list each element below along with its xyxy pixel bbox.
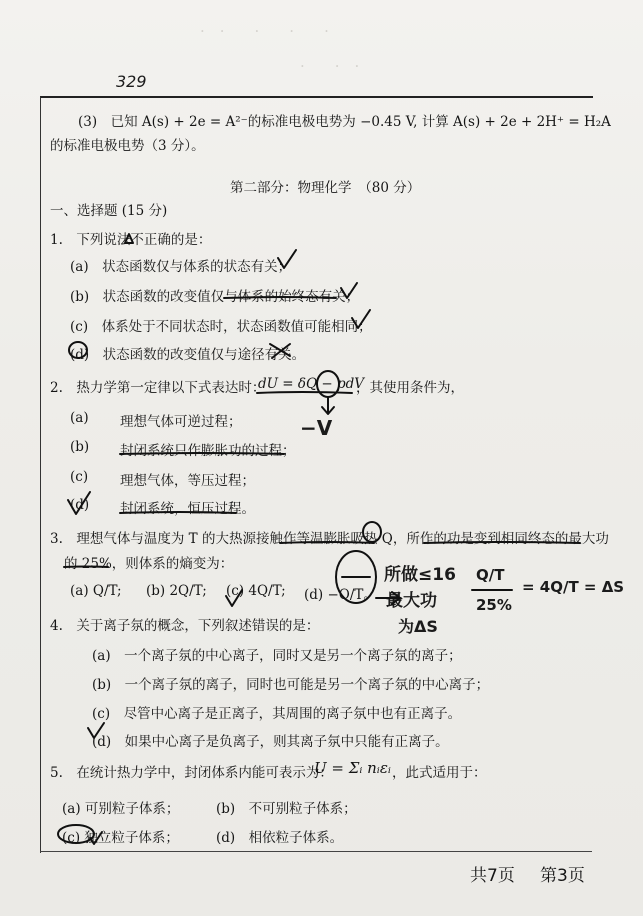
q2-option-b: 封闭系统只作膨胀功的过程； (120, 443, 296, 459)
q4-option-a: (a) 一个离子氛的中心离子，同时又是另一个离子氛的离子； (92, 648, 462, 664)
q5-option-c: (c) 独立粒子体系； (62, 830, 179, 846)
q3-handwritten-equation: = 4Q/T = ΔS (522, 578, 625, 596)
q1-option-d: (d) 状态函数的改变值仅与途径有关。 (70, 347, 306, 363)
q5-formula: U = Σᵢ nᵢεᵢ (314, 759, 391, 777)
q3-handwritten-fraction-top: Q/T (476, 566, 505, 584)
q3-option-b: (b) 2Q/T; (146, 583, 207, 599)
q4-option-c: (c) 尽管中心离子是正离子，其周围的离子氛中也有正离子。 (92, 706, 462, 722)
q2-option-d: 封闭系统，恒压过程。 (120, 501, 255, 517)
q5-stem-tail: ，此式适用于： (392, 765, 487, 781)
frame-bottom-rule (40, 851, 592, 852)
q2-option-d-label: (d) (70, 497, 90, 513)
q3-handwritten-note-3: 为ΔS (398, 617, 438, 636)
q3-stem-2: 的 25%，则体系的熵变为： (64, 556, 234, 572)
q3-option-d: (d) −Q/T。 (304, 587, 377, 603)
footer-current-page: 第3页 (540, 866, 585, 886)
q2-option-b-label: (b) (70, 439, 90, 455)
intro-line-2: 的标准电极电势（3 分）。 (50, 138, 205, 154)
q3-option-c: (c) 4Q/T; (226, 583, 286, 599)
bleed-through-text: · · · · · (200, 22, 329, 40)
q5-option-b: (b) 不可别粒子体系； (216, 801, 357, 817)
q1-option-c: (c) 体系处于不同状态时，状态函数值可能相同； (70, 319, 372, 335)
q3-option-a: (a) Q/T; (70, 583, 122, 599)
part-title: 第二部分：物理化学 （80 分） (230, 180, 421, 196)
q3-stem: 3. 理想气体与温度为 T 的大热源接触作等温膨胀吸热 Q，所作的功是变到相同终态的最大功 (50, 531, 609, 547)
q2-formula: dU = δQ − pdV (258, 376, 365, 392)
q4-option-d: (d) 如果中心离子是负离子，则其离子氛中只能有正离子。 (92, 734, 449, 750)
q5-stem: 5. 在统计热力学中，封闭体系内能可表示为： (50, 765, 333, 781)
q5-option-a: (a) 可别粒子体系； (62, 801, 180, 817)
q2-option-a: 理想气体可逆过程； (120, 414, 242, 430)
q5-option-d: (d) 相依粒子体系。 (216, 830, 344, 846)
q2-option-c-label: (c) (70, 469, 89, 485)
handwritten-page-number: 329 (116, 72, 147, 91)
q2-option-a-label: (a) (70, 410, 89, 426)
section-title: 一、选择题 (15 分) (50, 203, 168, 219)
q3-handwritten-fraction-bottom: 25% (476, 596, 512, 614)
footer-total-pages: 共7页 (470, 866, 515, 886)
q1-stem: 1. 下列说法不正确的是： (50, 232, 212, 248)
q2-stem-tail: ，其使用条件为， (356, 380, 464, 396)
intro-line-1: (3) 已知 A(s) + 2e = A²⁻的标准电极电势为 −0.45 V, 计算 A(s) + 2e + 2H⁺ = H₂A (78, 114, 611, 130)
q4-stem: 4. 关于离子氛的概念，下列叙述错误的是： (50, 618, 320, 634)
q2-stem: 2. 热力学第一定律以下式表达时： (50, 380, 266, 396)
q3-handwritten-note-1: 所做≤16 (384, 565, 456, 585)
bleed-through-text: · · · (300, 57, 360, 75)
q1-option-a: (a) 状态函数仅与体系的状态有关； (70, 259, 292, 275)
q3-handwritten-note-2: 最大功 (386, 591, 437, 611)
q1-option-b: (b) 状态函数的改变值仅与体系的始终态有关； (70, 289, 360, 305)
q2-handwritten-note: −V (300, 416, 333, 440)
q4-option-b: (b) 一个离子氛的离子，同时也可能是另一个离子氛的中心离子； (92, 677, 490, 693)
q2-option-c: 理想气体，等压过程； (120, 473, 255, 489)
